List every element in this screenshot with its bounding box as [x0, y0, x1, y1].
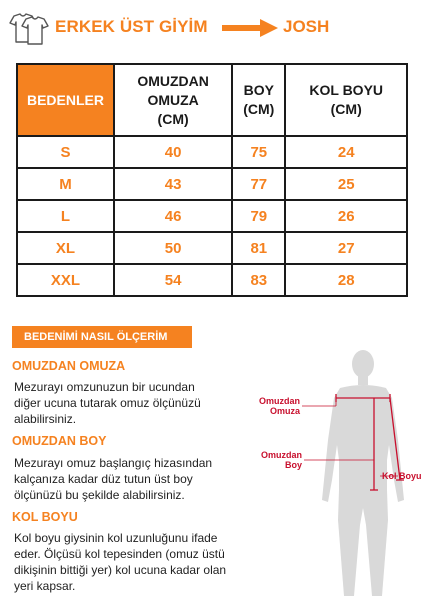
text-line: Kol boyu giysinin kol uzunluğunu ifade [14, 531, 218, 545]
label-sleeve: Kol Boyu [382, 471, 422, 481]
value-cell: 50 [114, 232, 232, 264]
header-line: KOL BOYU [309, 82, 384, 98]
size-cell: XXL [17, 264, 114, 296]
value-cell: 77 [232, 168, 285, 200]
table-row [17, 168, 407, 200]
table-row [17, 232, 407, 264]
header-line: (CM) [243, 101, 275, 117]
label-length [258, 450, 302, 470]
paragraph-shoulder [14, 379, 246, 427]
value-cell: 54 [114, 264, 232, 296]
value-cell: 83 [232, 264, 285, 296]
value-cell: 81 [232, 232, 285, 264]
heading-length: OMUZDAN BOY [12, 434, 107, 448]
label-line: Omuzdan [260, 450, 302, 460]
paragraph-sleeve [14, 530, 246, 594]
value-cell: 79 [232, 200, 285, 232]
table-row [17, 264, 407, 296]
header-line: BOY [243, 82, 274, 98]
value-cell: 28 [285, 264, 407, 296]
value-cell: 25 [285, 168, 407, 200]
value-cell: 46 [114, 200, 232, 232]
value-cell: 26 [285, 200, 407, 232]
text-line: Mezurayı omuz başlangıç hizasından [14, 456, 213, 470]
tshirt-icon [6, 12, 50, 46]
text-line: alabilirsiniz. [14, 412, 77, 426]
label-line: Boy [284, 460, 302, 470]
label-line: Omuza [269, 406, 300, 416]
column-header-length [232, 64, 285, 136]
heading-sleeve: KOL BOYU [12, 510, 78, 524]
value-cell: 27 [285, 232, 407, 264]
guide-title-bar: BEDENİMİ NASIL ÖLÇERİM [12, 326, 192, 348]
column-header-sleeve [285, 64, 407, 136]
label-line: Omuzdan [258, 396, 300, 406]
text-line: Mezurayı omzunuzun bir ucundan [14, 380, 195, 394]
paragraph-length [14, 455, 246, 503]
label-shoulder [256, 396, 300, 416]
text-line: dikişinin bittiği yer) kol ucuna kadar olan [14, 563, 227, 577]
measurement-figure [248, 340, 424, 600]
header-line: (CM) [157, 110, 189, 127]
value-cell: 24 [285, 136, 407, 168]
table-header-row [17, 64, 407, 136]
header-line: (CM) [330, 101, 362, 117]
table-row [17, 200, 407, 232]
size-cell: XL [17, 232, 114, 264]
size-cell: S [17, 136, 114, 168]
arrow-right-icon [222, 17, 278, 39]
size-cell: L [17, 200, 114, 232]
header-line: OMUZDAN [137, 72, 209, 89]
header-line: OMUZA [147, 91, 199, 108]
body-silhouette [248, 340, 424, 600]
size-cell: M [17, 168, 114, 200]
size-table [16, 63, 408, 297]
text-line: diğer ucuna tutarak omuz ölçünüzü [14, 396, 201, 410]
heading-shoulder: OMUZDAN OMUZA [12, 359, 126, 373]
page-title: ERKEK ÜST GİYİM [55, 17, 208, 36]
brand-name: JOSH [283, 17, 330, 36]
column-header-shoulder [114, 64, 232, 136]
column-header-sizes: BEDENLER [17, 64, 114, 136]
value-cell: 40 [114, 136, 232, 168]
value-cell: 43 [114, 168, 232, 200]
text-line: yeri kapsar. [14, 579, 76, 593]
text-line: kalçanıza kadar düz tutun üst boy [14, 472, 193, 486]
table-row [17, 136, 407, 168]
page-header [0, 0, 424, 58]
text-line: ölçünüzü bu şekilde alabilirsiniz. [14, 488, 185, 502]
text-line: eder. Ölçüsü kol tepesinden (omuz üstü [14, 547, 225, 561]
value-cell: 75 [232, 136, 285, 168]
